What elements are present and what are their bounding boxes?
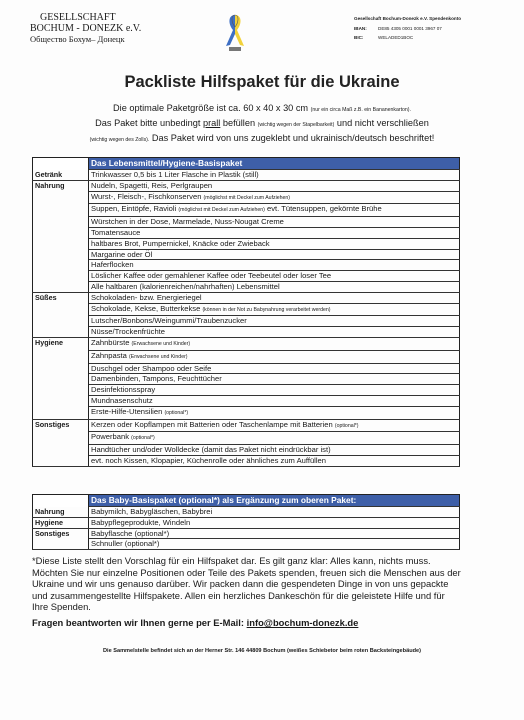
item-cell bbox=[89, 539, 460, 550]
item-cell bbox=[89, 455, 460, 466]
category-cell: Nahrung bbox=[33, 180, 89, 191]
table-row bbox=[33, 271, 460, 282]
bic-label: BIC: bbox=[354, 35, 364, 40]
org-line-3: Общество Бохум– Донецк bbox=[30, 34, 125, 44]
item-note: (optional*) bbox=[131, 435, 155, 442]
category-cell bbox=[33, 271, 89, 282]
item-text: Nudeln, Spagetti, Reis, Perlgraupen bbox=[91, 180, 213, 190]
item-text: Erste-Hilfe-Utensilien bbox=[91, 406, 165, 416]
table-row bbox=[33, 260, 460, 271]
intro-customs-note: (wichtig wegen des Zolls). bbox=[89, 137, 150, 143]
org-line-1: GESELLSCHAFT bbox=[40, 12, 116, 23]
item-text: Schnuller (optional*) bbox=[91, 539, 160, 549]
contact-email-link[interactable]: info@bochum-donezk.de bbox=[246, 617, 359, 628]
category-cell bbox=[33, 406, 89, 419]
item-text: Babypflegeprodukte, Windeln bbox=[91, 517, 191, 527]
intro-text bbox=[28, 102, 496, 147]
category-cell bbox=[33, 455, 89, 466]
ribbon-logo-icon bbox=[222, 12, 248, 52]
category-cell bbox=[33, 385, 89, 396]
item-text: Damenbinden, Tampons, Feuchttücher bbox=[91, 374, 222, 384]
item-cell bbox=[89, 350, 460, 363]
item-note: (Erwachsene und Kinder) bbox=[131, 340, 191, 347]
table-row bbox=[33, 539, 460, 550]
intro-prall: prall bbox=[202, 118, 221, 128]
intro-fill-note: (wichtig wegen der Stapelbarkeit) bbox=[257, 122, 335, 128]
item-cell bbox=[89, 445, 460, 456]
intro-fill-2: befüllen bbox=[220, 118, 258, 128]
table-row bbox=[33, 292, 460, 303]
item-text: Alle haltbaren (kalorienreichen/nahrhaften) Lebensmittel bbox=[91, 281, 280, 291]
table-row bbox=[33, 249, 460, 260]
table-row bbox=[33, 406, 460, 419]
bank-account-name: Gesellschaft Bochum-Donezk e.V. Spendenkonto bbox=[354, 16, 462, 21]
item-cell bbox=[89, 327, 460, 338]
iban-value: DE85 4305 0001 0001 3967 07 bbox=[378, 25, 442, 31]
item-cell bbox=[89, 303, 460, 316]
item-cell bbox=[89, 238, 460, 249]
intro-fill: Das Paket bitte unbedingt bbox=[95, 118, 203, 128]
page-title: Packliste Hilfspaket für die Ukraine bbox=[124, 73, 400, 91]
header-spacer bbox=[33, 495, 89, 507]
item-cell bbox=[89, 170, 460, 181]
item-text: Zahnbürste bbox=[91, 337, 132, 347]
collection-point-footer: Die Sammelstelle befindet sich an der Herner Str. 146 44809 Bochum (weißes Schiebetor beim roten Backsteingebäude) bbox=[102, 648, 422, 654]
item-text: Babyflasche (optional*) bbox=[91, 528, 170, 538]
item-note: (Erwachsene und Kinder) bbox=[129, 353, 188, 360]
category-cell bbox=[33, 281, 89, 292]
category-cell: Hygiene bbox=[33, 517, 89, 528]
item-cell bbox=[89, 385, 460, 396]
item-cell bbox=[89, 217, 460, 228]
item-text: Handtücher und/oder Wolldecke (damit das Paket nicht eindrückbar ist) bbox=[91, 445, 331, 455]
category-cell bbox=[33, 395, 89, 406]
table-row bbox=[33, 227, 460, 238]
item-text: Suppen, Eintöpfe, Ravioli bbox=[91, 204, 179, 214]
table-row bbox=[33, 303, 460, 316]
item-cell bbox=[89, 227, 460, 238]
header-spacer bbox=[33, 158, 89, 170]
item-cell bbox=[89, 337, 460, 350]
category-cell: Getränk bbox=[33, 170, 89, 181]
category-cell bbox=[33, 363, 89, 374]
item-cell bbox=[89, 419, 460, 432]
item-text: Desinfektionsspray bbox=[91, 385, 156, 395]
item-text: Nüsse/Trockenfrüchte bbox=[91, 327, 165, 337]
table-row bbox=[33, 507, 460, 518]
category-cell bbox=[33, 249, 89, 260]
intro-size-note: (nur ein circa Maß z.B. ein Bananenkarton). bbox=[310, 107, 411, 113]
category-cell bbox=[33, 316, 89, 327]
category-cell: Süßes bbox=[33, 292, 89, 303]
basic-package-heading: Das Lebensmittel/Hygiene-Basispaket bbox=[89, 158, 460, 170]
table-row bbox=[33, 395, 460, 406]
table-row bbox=[33, 191, 460, 204]
item-cell bbox=[89, 292, 460, 303]
category-cell: Nahrung bbox=[33, 507, 89, 518]
org-line-2: BOCHUM - DONEZK e.V. bbox=[30, 23, 142, 34]
item-text-extra: evt. Tütensuppen, gekörnte Brühe bbox=[264, 204, 382, 214]
organization-name bbox=[30, 12, 141, 45]
item-text: haltbares Brot, Pumpernickel, Knäcke oder Zwieback bbox=[91, 238, 270, 248]
category-cell bbox=[33, 260, 89, 271]
item-cell bbox=[89, 432, 460, 445]
table-row bbox=[33, 204, 460, 217]
category-cell bbox=[33, 303, 89, 316]
table-row bbox=[33, 327, 460, 338]
bic-value: WELADED1BOC bbox=[378, 35, 414, 40]
item-text: Kerzen oder Kopflampen mit Batterien oder Taschenlampe mit Batterien bbox=[91, 419, 335, 429]
category-cell bbox=[33, 539, 89, 550]
item-text: evt. noch Kissen, Klopapier, Küchenrolle oder ähnliches zum Auffüllen bbox=[91, 455, 326, 465]
table-row bbox=[33, 350, 460, 363]
item-note: (können in der Not zu Babynahrung verarbeitet werden) bbox=[202, 306, 331, 313]
item-cell bbox=[89, 363, 460, 374]
category-cell bbox=[33, 227, 89, 238]
item-text: Mundnasenschutz bbox=[91, 395, 153, 405]
item-text: Babymilch, Babygläschen, Babybrei bbox=[91, 507, 213, 516]
category-cell bbox=[33, 374, 89, 385]
item-text: Haferflocken bbox=[91, 260, 134, 270]
table-row bbox=[33, 432, 460, 445]
item-text: Powerbank bbox=[91, 432, 132, 442]
basic-package-table bbox=[32, 157, 460, 467]
table-row bbox=[33, 419, 460, 432]
item-note: (möglichst mit Deckel zum Aufziehen) bbox=[203, 194, 291, 201]
item-cell bbox=[89, 271, 460, 282]
item-note: (möglichst mit Deckel zum Aufziehen) bbox=[178, 207, 265, 214]
item-text: Lutscher/Bonbons/Weingummi/Traubenzucker bbox=[91, 316, 247, 326]
table-row bbox=[33, 363, 460, 374]
table-row bbox=[33, 374, 460, 385]
category-cell bbox=[33, 238, 89, 249]
intro-sealed: Das Paket wird von uns zugeklebt und ukrainisch/deutsch beschriftet! bbox=[149, 133, 435, 143]
item-cell bbox=[89, 249, 460, 260]
category-cell bbox=[33, 350, 89, 363]
iban-label: IBAN: bbox=[354, 25, 367, 31]
item-text: Duschgel oder Shampoo oder Seife bbox=[91, 363, 212, 373]
item-note: (optional*) bbox=[334, 422, 359, 429]
category-cell: Hygiene bbox=[33, 337, 89, 350]
item-cell bbox=[89, 316, 460, 327]
item-text: Trinkwasser 0,5 bis 1 Liter Flasche in Plastik (still) bbox=[91, 170, 259, 179]
table-row bbox=[33, 517, 460, 528]
item-text: Schokoladen- bzw. Energieriegel bbox=[91, 292, 202, 302]
category-cell bbox=[33, 217, 89, 228]
category-cell bbox=[33, 191, 89, 204]
baby-package-table bbox=[32, 494, 460, 550]
item-text: Schokolade, Kekse, Butterkekse bbox=[91, 303, 203, 313]
baby-package-heading: Das Baby-Basispaket (optional*) als Ergänzung zum oberen Paket: bbox=[89, 495, 460, 507]
table-row bbox=[33, 180, 460, 191]
table-row bbox=[33, 528, 460, 539]
item-text: Wurst-, Fleisch-, Fischkonserven bbox=[91, 191, 204, 201]
item-cell bbox=[89, 180, 460, 191]
category-cell bbox=[33, 432, 89, 445]
category-cell bbox=[33, 204, 89, 217]
table-row bbox=[33, 337, 460, 350]
item-cell bbox=[89, 191, 460, 204]
category-cell bbox=[33, 445, 89, 456]
table-row bbox=[33, 217, 460, 228]
item-text: Margarine oder Öl bbox=[91, 249, 153, 259]
disclaimer-note: *Diese Liste stellt den Vorschlag für ein Hilfspaket dar. Es gilt ganz klar: Alles kann, nichts muss. Möchten Sie nur einzelne Positionen oder Teile des Pakets spenden, freuen sich die Menschen aus der Ukraine und wir uns genauso darüber. Wir packen dann die gespendeten Dinge in von uns gepackte und zusammengestellte Hilfspakete. Allen ein herzliches Dankeschön für die geleistete Hilfe und für Ihre Spenden. bbox=[32, 555, 461, 613]
table-row bbox=[33, 316, 460, 327]
item-cell bbox=[89, 528, 460, 539]
item-text: Löslicher Kaffee oder gemahlener Kaffee oder Teebeutel oder loser Tee bbox=[91, 271, 332, 281]
table-row bbox=[33, 385, 460, 396]
item-note: (optional*) bbox=[164, 409, 189, 416]
category-cell bbox=[33, 327, 89, 338]
category-cell: Sonstiges bbox=[33, 419, 89, 432]
item-cell bbox=[89, 281, 460, 292]
contact-line bbox=[32, 617, 358, 628]
table-row bbox=[33, 445, 460, 456]
item-cell bbox=[89, 260, 460, 271]
intro-close: und nicht verschließen bbox=[334, 118, 429, 128]
item-text: Zahnpasta bbox=[91, 350, 129, 360]
item-cell bbox=[89, 507, 460, 518]
item-cell bbox=[89, 395, 460, 406]
contact-text: Fragen beantworten wir Ihnen gerne per E-Mail: bbox=[32, 617, 247, 628]
item-cell bbox=[89, 517, 460, 528]
table-row bbox=[33, 455, 460, 466]
item-text: Würstchen in der Dose, Marmelade, Nuss-Nougat Creme bbox=[91, 217, 284, 227]
item-cell bbox=[89, 204, 460, 217]
item-text: Tomatensauce bbox=[91, 227, 141, 237]
category-cell: Sonstiges bbox=[33, 528, 89, 539]
item-cell bbox=[89, 406, 460, 419]
intro-size: Die optimale Paketgröße ist ca. 60 x 40 x 30 cm bbox=[113, 103, 311, 113]
table-row bbox=[33, 170, 460, 181]
table-row bbox=[33, 281, 460, 292]
item-cell bbox=[89, 374, 460, 385]
table-row bbox=[33, 238, 460, 249]
bank-details bbox=[354, 14, 461, 43]
